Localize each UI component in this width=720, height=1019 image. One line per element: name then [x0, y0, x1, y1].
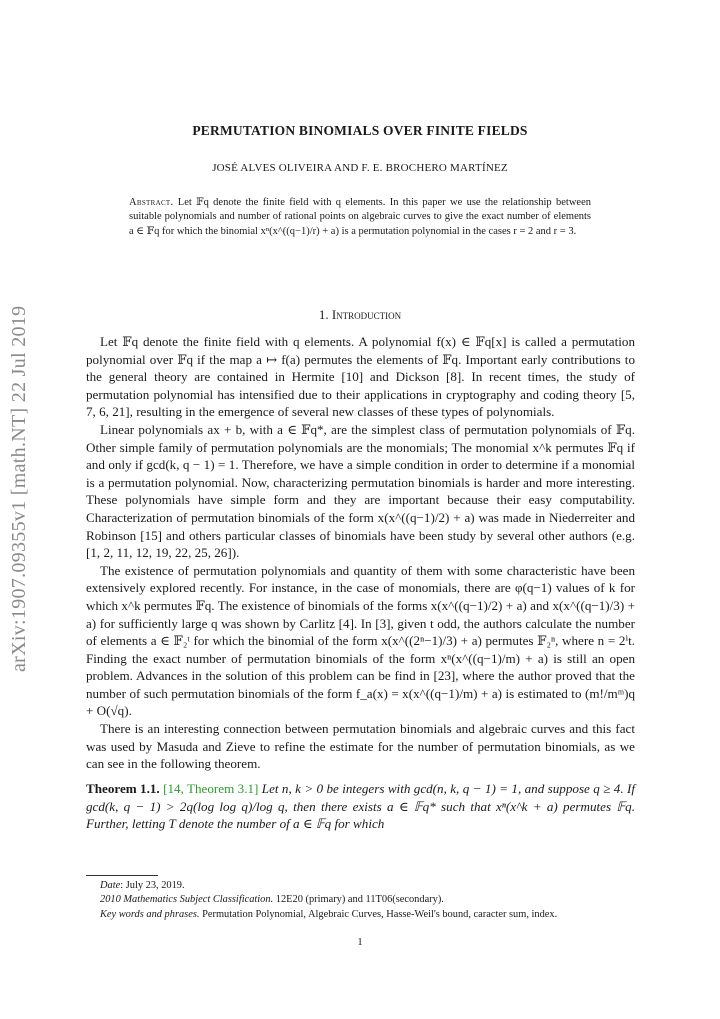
date-label: Date: [100, 880, 121, 891]
keywords-label: Key words and phrases.: [100, 908, 200, 920]
theorem-reference-link[interactable]: [14, Theorem 3.1]: [163, 781, 259, 796]
abstract-label: Abstract.: [129, 197, 174, 208]
date-value: July 23, 2019.: [125, 880, 185, 891]
abstract-text: Let 𝔽q denote the finite field with q elements. In this paper we use the relationship between suitable polynomials and number of rational points on algebraic curves to give the exact number of elements a ∈ 𝔽q for which the binomial xⁿ(x^((q−1)/r) + a) is a permutation polynomial in the cases r = 2 and r = 3.: [129, 197, 591, 237]
page-number: 1: [357, 937, 363, 948]
theorem-label: Theorem 1.1.: [86, 781, 160, 796]
introduction-body: [86, 333, 635, 773]
paragraph: There is an interesting connection between permutation binomials and algebraic curves and this fact was used by Masuda and Zieve to refine the estimate for the number of permutation binomials, as we can see in the following theorem.: [86, 721, 635, 772]
msc-value: 12E20 (primary) and 11T06(secondary).: [275, 894, 444, 906]
section-title: Introduction: [331, 307, 402, 322]
keywords-value: Permutation Polynomial, Algebraic Curves, Hasse-Weil's bound, caracter sum, index.: [202, 908, 558, 920]
arxiv-stamp: arXiv:1907.09355v1 [math.NT] 22 Jul 2019: [8, 305, 30, 672]
msc-label: 2010 Mathematics Subject Classification.: [100, 894, 274, 906]
paper-authors: JOSÉ ALVES OLIVEIRA AND F. E. BROCHERO MARTÍNEZ: [212, 162, 508, 174]
footnote-date: Date: July 23, 2019.: [100, 880, 185, 891]
footnotes: [86, 879, 635, 922]
paragraph: Linear polynomials ax + b, with a ∈ 𝔽q*, are the simplest class of permutation polynomials of 𝔽q. Other simple family of permutation polynomials are the monomials; The monomial x^k permutes 𝔽q if and only if gcd(k, q − 1) = 1. Therefore, we have a simple condition in order to determine if a monomial is a permutation polynomial. Now, characterizing permutation binomials is harder and more interesting. These polynomials have simple form and they are important because their easy computability. Characterization of permutation binomials of the form x(x^((q−1)/2) + a) was made in Niederreiter and Robinson [15] and others particular classes of binomials have been study by several other authors (e.g. [1, 2, 11, 12, 19, 22, 25, 26]).: [86, 421, 635, 561]
theorem-text: Let n, k > 0 be integers with gcd(n, k, q − 1) = 1, and suppose q ≥ 4. If gcd(k, q − 1) > 2q(log log q)/log q, then there exists a ∈ 𝔽q* such that xⁿ(x^k + a) permutes 𝔽q. Further, letting T denote the number of a ∈ 𝔽q for which: [86, 781, 635, 832]
paragraph: Let 𝔽q denote the finite field with q elements. A polynomial f(x) ∈ 𝔽q[x] is called a permutation polynomial over 𝔽q if the map a ↦ f(a) permutes the elements of 𝔽q. Important early contributions to the general theory are contained in Hermite [10] and Dickson [8]. In recent times, the study of permutation polynomial has intensified due to their applications in cryptography and coding theory [5, 7, 6, 21], resulting in the emergence of several new classes of these types of polynomials.: [86, 334, 635, 420]
footnote-msc: [86, 893, 635, 907]
section-heading: [0, 307, 720, 323]
paragraph: The existence of permutation polynomials and quantity of them with some characteristic have been extensively explored recently. For instance, in the case of monomials, there are φ(q−1) values of k for which x^k permutes 𝔽q. The existence of binomials of the forms x(x^((q−1)/2) + a) and x(x^((q−1)/3) + a) for sufficiently large q was shown by Carlitz [4]. In [3], given t odd, the authors calculate the number of elements a ∈ 𝔽₂ᵗ for which the binomial of the form x(x^((2ⁿ−1)/3) + a) permutes 𝔽₂ⁿ, where n = 2ⁱt. Finding the exact number of permutation binomials of the form xⁿ(x^((q−1)/m) + a) is still an open problem. Advances in the solution of this problem can be find in [23], where the author proved that the number of such permutation binomials of the form f_a(x) = x(x^((q−1)/m) + a) is estimated to (m!/mᵐ)q + O(√q).: [86, 562, 635, 719]
footnote-keywords: [86, 908, 635, 922]
paper-title: PERMUTATION BINOMIALS OVER FINITE FIELDS: [192, 123, 528, 138]
theorem-1-1: [86, 780, 635, 833]
abstract: [129, 196, 591, 239]
section-number: 1.: [318, 307, 329, 322]
footnote-divider: [86, 875, 158, 876]
